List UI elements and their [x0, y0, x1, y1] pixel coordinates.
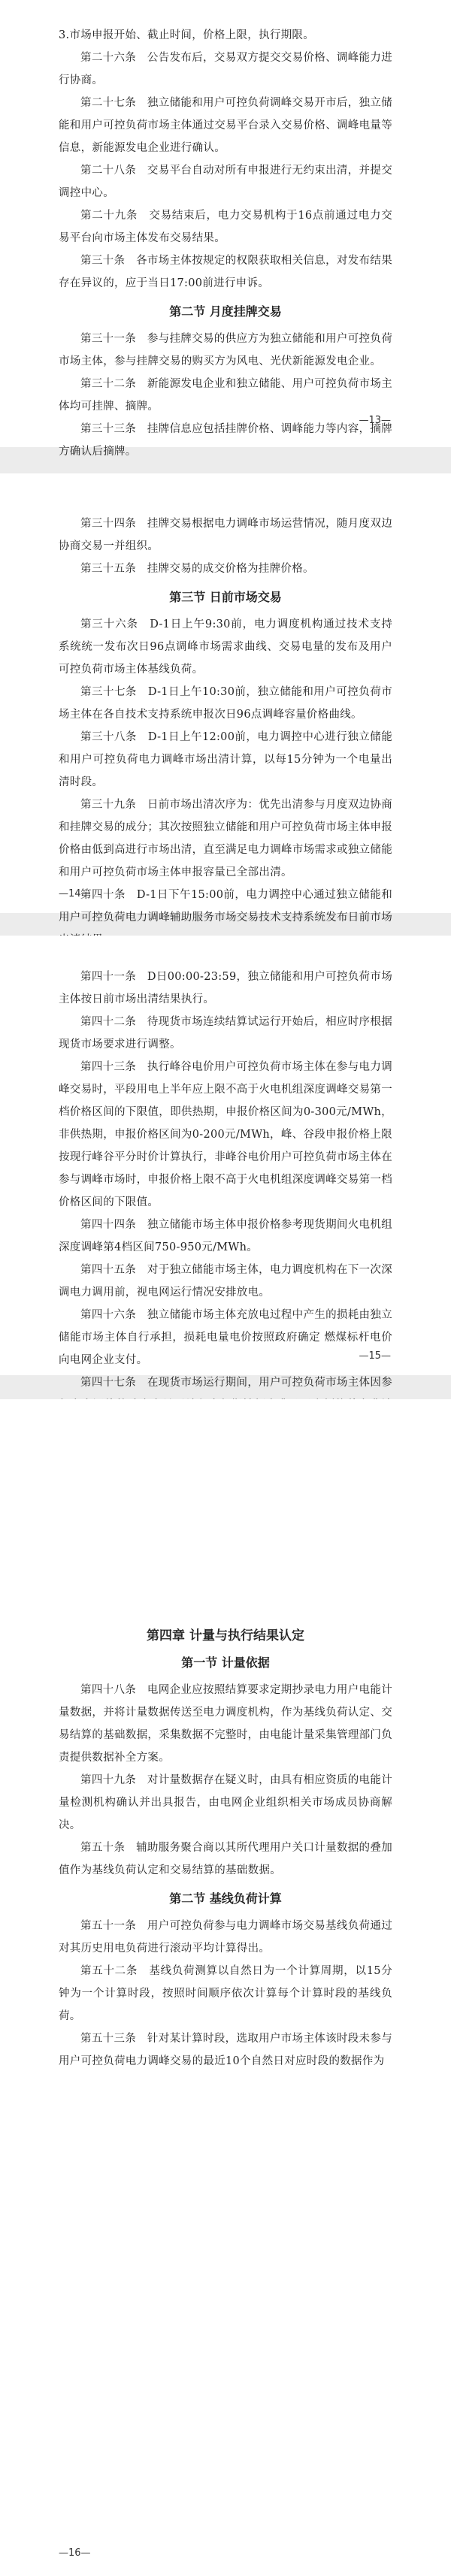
paragraph: 第三十八条 D-1日上午12:00前，电力调控中心进行独立储能和用户可控负荷电力调峰市场出清计算，以每15分钟为一个电量出清时段。: [59, 731, 392, 788]
chapter-title: 第四章 计量与执行结果认定: [147, 1628, 304, 1643]
paragraph: 第四十六条 独立储能市场主体充放电过程中产生的损耗由独立储能市场主体自行承担，损耗电量电价按照政府确定 燃煤标杆电价向电网企业支付。: [59, 1309, 392, 1366]
paragraph: 第二十六条 公告发布后，交易双方提交交易价格、调峰能力进行协商。: [59, 52, 392, 86]
paragraph: 第四十五条 对于独立储能市场主体，电力调度机构在下一次深调电力调用前，视电网运行情况安排放电。: [59, 1264, 392, 1299]
paragraph: 第三十五条 挂牌交易的成交价格为挂牌价格。: [80, 563, 314, 575]
paragraph: 第四十三条 执行峰谷电价用户可控负荷市场主体在参与电力调峰交易时，平段用电上半年应上限不高于火电机组深度调峰交易第一档价格区间的下限值，即供热期，申报价格区间为0-300元/MWh，非供热期，申报价格区间为0-200元/MWh，峰、谷段申报价格上限按现行峰谷平分时价计算执行，非峰谷电价用户可控负荷市场主体在参与调峰市场时，申报价格上限不高于火电机组深度调峰交易第一档价格区间的下限值。: [59, 1061, 392, 1208]
paragraph: 第四十二条 待现货市场连续结算试运行开始后，相应时序根据现货市场要求进行调整。: [59, 1016, 392, 1051]
paragraph: 第三十四条 挂牌交易根据电力调峰市场运营情况，随月度双边协商交易一并组织。: [59, 518, 392, 552]
paragraph: 第三十条 各市场主体按规定的权限获取相关信息，对发布结果存在异议的，应于当日17:00前进行申诉。: [59, 255, 392, 289]
section-title: 第二节 基线负荷计算: [169, 1891, 282, 1906]
paragraph: 第二十七条 独立储能和用户可控负荷调峰交易开市后，独立储能和用户可控负荷市场主体通过交易平台录入交易价格、调峰电量等信息，新能源发电企业进行确认。: [59, 97, 392, 154]
paragraph: 第四十条 D-1日下午15:00前，电力调控中心通过独立储能和用户可控负荷电力调峰辅助服务市场交易技术支持系统发布日前市场: [59, 889, 392, 924]
paragraph: 第三十九条 日前市场出清次序为：优先出清参与月度双边协商和挂牌交易的成分；其次按照独立储能和用户可控负荷市场主体申报价格由低到高进行市场出清，直至满足电力调峰市场需求或独立储能和用户可控负荷市场主体申报容量已全部出清。: [59, 799, 392, 878]
page-15: [0, 936, 451, 1389]
paragraph: 第三十二条 新能源发电企业和独立储能、用户可控负荷市场主体均可挂牌、摘牌。: [59, 378, 392, 413]
page-number: —13—: [359, 415, 391, 426]
page-number: —14—: [59, 888, 91, 899]
paragraph: 第五十条 辅助服务聚合商以其所代理用户关口计量数据的叠加值作为基线负荷认定和交易结算的基础数据。: [59, 1842, 392, 1876]
page-number: —16—: [59, 2547, 91, 2559]
paragraph: 第二十八条 交易平台自动对所有申报进行无约束出清，并提交调控中心。: [59, 165, 392, 199]
page-13: [0, 0, 451, 458]
paragraph: 第五十三条 针对某计算时段，选取用户市场主体该时段未参与用户可控负荷电力调峰交易的最近10个自然日对应时段的数据作为: [59, 2033, 392, 2067]
section-title: 第三节 日前市场交易: [169, 590, 282, 604]
paragraph: 第四十一条 D日00:00-23:59，独立储能和用户可控负荷市场主体按日前市场出清结果执行。: [59, 971, 392, 1005]
paragraph: 第五十二条 基线负荷测算以自然日为一个计算周期，以15分钟为一个计算时段，按照时间顺序依次计算每个计算时段的基线负荷。: [59, 1965, 392, 2022]
page-16: [0, 1399, 451, 2576]
section-title: 第二节 月度挂牌交易: [169, 304, 282, 319]
paragraph: 第三十三条 挂牌信息应包括挂牌价格、调峰能力等内容，摘牌方确认后摘牌。: [59, 423, 392, 458]
page-14: [0, 473, 451, 924]
paragraph: 第四十八条 电网企业应按照结算要求定期抄录电力用户电能计量数据，并将计量数据传送至电力调度机构，作为基线负荷认定、交易结算的基础数据，采集数据不完整时，由电能计量采集管理部门负责提供数据补全方案。: [59, 1684, 392, 1764]
paragraph: 第二十九条 交易结束后，电力交易机构于16点前通过电力交易平台向市场主体发布交易结果。: [59, 210, 392, 244]
paragraph: 第三十七条 D-1日上午10:30前，独立储能和用户可控负荷市场主体在各自技术支持系统申报次日96点调峰容量价格曲线。: [59, 686, 392, 721]
paragraph: 第四十四条 独立储能市场主体申报价格参考现货期间火电机组深度调峰第4档区间750-950元/MWh。: [59, 1219, 392, 1253]
paragraph: 第四十九条 对计量数据存在疑义时，由具有相应资质的电能计量检测机构确认并出具报告，由电网企业组织相关市场成员协商解决。: [59, 1774, 392, 1831]
page-number: —15—: [359, 1350, 391, 1362]
paragraph: 第四十七条 在现货市场运行期间，用户可控负荷市场主体因参: [80, 1377, 392, 1389]
paragraph: 第三十一条 参与挂牌交易的供应方为独立储能和用户可控负荷市场主体，参与挂牌交易的购买方为风电、光伏新能源发电企业。: [59, 333, 392, 367]
paragraph: 3.市场申报开始、截止时间，价格上限，执行期限。: [59, 29, 315, 41]
section-title: 第一节 计量依据: [181, 1655, 270, 1670]
paragraph: 第三十六条 D-1日上午9:30前，电力调度机构通过技术支持系统统一发布次日96点调峰市场需求曲线、交易电量的发布及用户可控负荷市场主体基线负荷。: [59, 618, 392, 676]
paragraph: 第五十一条 用户可控负荷参与电力调峰市场交易基线负荷通过对其历史用电负荷进行滚动平均计算得出。: [59, 1920, 392, 1955]
